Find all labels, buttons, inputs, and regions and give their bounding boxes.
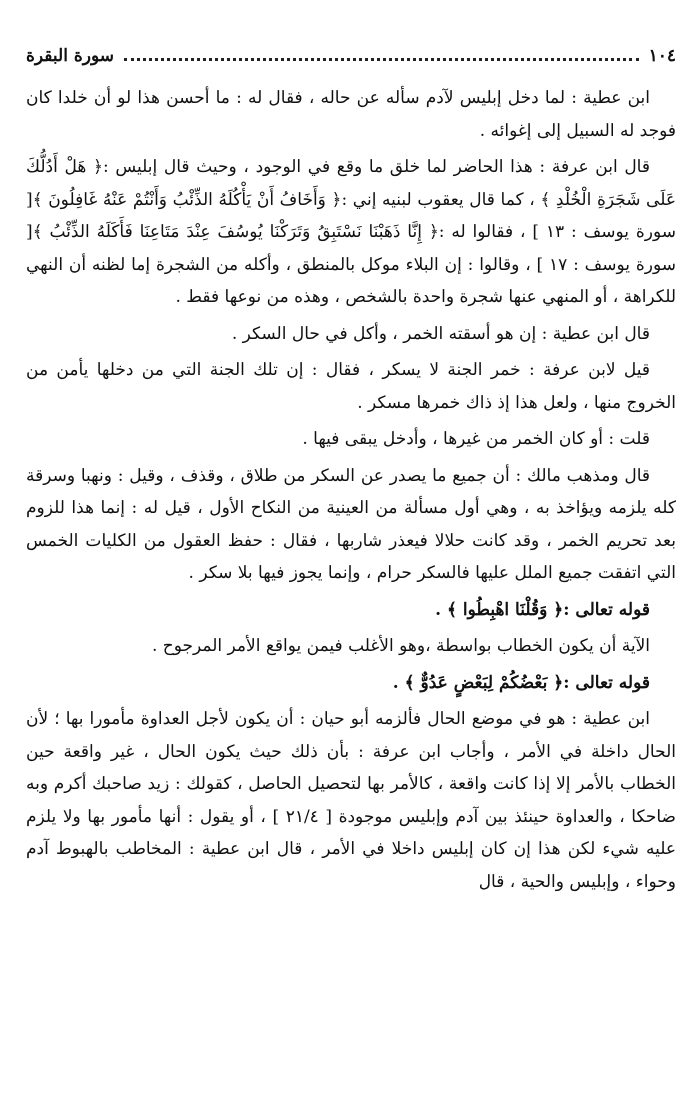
surah-title: سورة البقرة [26, 46, 114, 66]
book-page [26, 40, 676, 902]
page-header [26, 40, 676, 72]
paragraph: ابن عطية : لما دخل إبليس لآدم سأله عن حاله ، فقال له : ما أحسن هذا لو أن خلدا كان فوجد له السبيل إلى إغوائه . [26, 88, 676, 141]
paragraph: قال ومذهب مالك : أن جميع ما يصدر عن السكر من طلاق ، وقذف ، وقيل : ونهبا وسرقة كله يلزمه ويؤاخذ به ، وهي أول مسألة من العينية من النكاح الأول ، قيل له : إنما هذا للزوم بعد تحريم الخمر ، وقد كانت حلالا فيعذر شاربها ، فقال : حفظ العقول من الكليات الخمس التي اتفقت جميع الملل عليها فالسكر حرام ، وإنما يجوز فيها بلا سكر . [26, 465, 676, 583]
verse-heading: قوله تعالى :﴿ وَقُلْنَا اهْبِطُوا ﴾ . [435, 599, 650, 620]
verse-heading: قوله تعالى :﴿ بَعْضُكُمْ لِبَعْضٍ عَدُوٌّ ﴾ . [392, 672, 650, 693]
paragraph: قيل لابن عرفة : خمر الجنة لا يسكر ، فقال : إن تلك الجنة التي من دخلها يأمن من الخروج منها ، ولعل هذا إذ ذاك خمرها مسكر . [26, 360, 676, 413]
paragraph: الآية أن يكون الخطاب بواسطة ،وهو الأغلب فيمن يواقع الأمر المرجوح . [151, 636, 650, 656]
header-dotted-rule [124, 58, 639, 61]
page-body [26, 82, 676, 898]
paragraph: ابن عطية : هو في موضع الحال فألزمه أبو حيان : أن يكون لأجل العداوة مأمورا بها ؛ لأن الحال داخلة في الأمر ، وأجاب ابن عرفة : بأن ذلك حيث يكون الحال ، غير واقعة حين الخطاب بالأمر إلا إذا كانت واقعة ، كالأمر بها لتحصيل الحاصل ، كقولك : زيد صاحبك أكرم وبه ضاحكا ، والعداوة حينئذ بين آدم وإبليس موجودة [ ٢١/٤ ] ، أو يقول : أنها مأمور بها ولا يلزم عليه شيء لكن هذا إن كان إبليس داخلا في الأمر ، قال ابن عطية : المخاطب بالهبوط آدم وحواء ، وإبليس والحية ، قال [26, 709, 676, 892]
paragraph: قلت : أو كان الخمر من غيرها ، وأدخل يبقى فيها . [302, 429, 650, 449]
paragraph: قال ابن عطية : إن هو أسقته الخمر ، وأكل في حال السكر . [231, 323, 650, 344]
page-number: ١٠٤ [648, 46, 676, 66]
paragraph: قال ابن عرفة : هذا الحاضر لما خلق ما وقع في الوجود ، وحيث قال إبليس :﴿ هَلْ أَدُلُّكَ عَلَى شَجَرَةِ الْخُلْدِ ﴾ ، كما قال يعقوب لبنيه إني :﴿ وَأَخَافُ أَنْ يَأْكُلَهُ الذِّئْبُ وَأَنْتُمْ عَنْهُ غَافِلُونَ ﴾[ سورة يوسف : ١٣ ] ، فقالوا له :﴿ إِنَّا ذَهَبْنَا نَسْتَبِقُ وَتَرَكْنَا يُوسُفَ عِنْدَ مَتَاعِنَا فَأَكَلَهُ الذِّئْبُ ﴾[ سورة يوسف : ١٧ ] ، وقالوا : إن البلاء موكل بالمنطق ، وأكله من الشجرة إما لظنه أن النهي للكراهة ، أو المنهي عنها شجرة واحدة بالشخص ، وهذه من نوعها فقط . [26, 157, 677, 307]
